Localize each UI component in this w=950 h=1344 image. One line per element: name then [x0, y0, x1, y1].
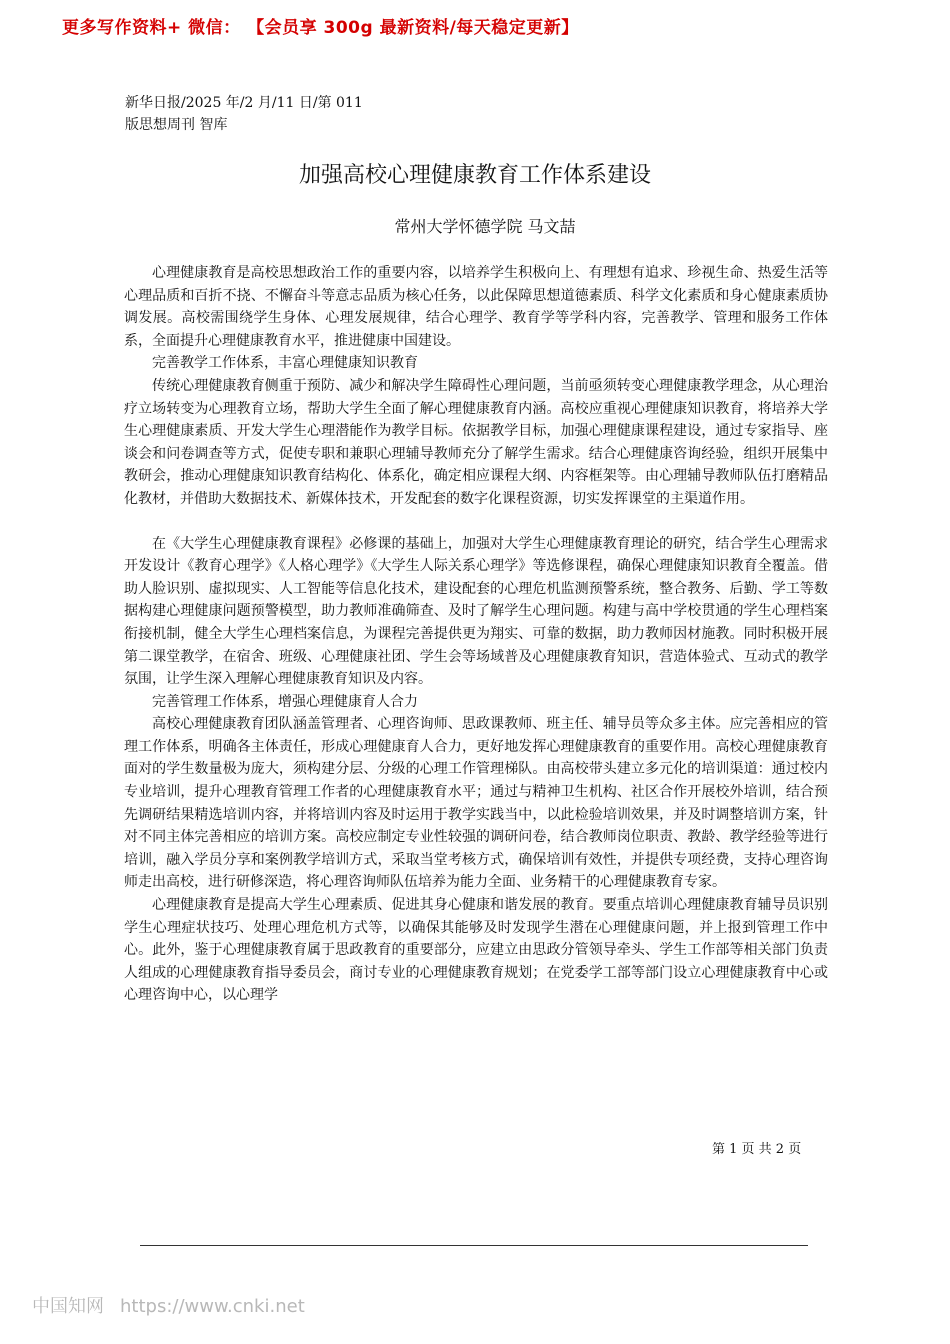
page-number: 第 1 页 共 2 页	[712, 1142, 802, 1157]
article-body	[124, 262, 828, 1007]
section-heading-management: 完善管理工作体系，增强心理健康育人合力	[152, 693, 418, 710]
footer-divider	[140, 1245, 808, 1246]
paragraph: 心理健康教育是提高大学生心理素质、促进其身心健康和谐发展的教育。要重点培训心理健康教育辅导员识别学生心理症状技巧、处理心理危机方式等，以确保其能够及时发现学生潜在心理健康问题，并上报到管理工作中心。此外，鉴于心理健康教育属于思政教育的重要部分，应建立由思政分管领导牵头、学生工作部等相关部门负责人组成的心理健康教育指导委员会，商讨专业的心理健康教育规划；在党委学工部等部门设立心理健康教育中心或心理咨询中心，以心理学	[124, 897, 828, 1004]
footer-watermark	[32, 1292, 321, 1318]
cnki-brand: 中国知网	[32, 1296, 104, 1317]
cnki-url: https://www.cnki.net	[120, 1296, 305, 1317]
article-author: 常州大学怀德学院 马文喆	[394, 217, 576, 236]
source-line-1: 新华日报/2025 年/2 月/11 日/第 011	[125, 95, 363, 111]
paragraph: 传统心理健康教育侧重于预防、减少和解决学生障碍性心理问题，当前亟须转变心理健康教学理念，从心理治疗立场转变为心理教育立场，帮助大学生全面了解心理健康教育内涵。高校应重视心理健康知识教育，将培养大学生心理健康素质、开发大学生心理潜能作为教学目标。依据教学目标，加强心理健康课程建设，通过专家指导、座谈会和问卷调查等方式，促使专职和兼职心理辅导教师充分了解学生需求。结合心理健康咨询经验，组织开展集中教研会，推动心理健康知识教育结构化、体系化，确定相应课程大纲、内容框架等。由心理辅导教师队伍打磨精品化教材，并借助大数据技术、新媒体技术，开发配套的数字化课程资源，切实发挥课堂的主渠道作用。	[124, 377, 828, 507]
source-info	[125, 92, 525, 136]
paragraph-intro: 心理健康教育是高校思想政治工作的重要内容，以培养学生积极向上、有理想有追求、珍视生命、热爱生活等心理品质和百折不挠、不懈奋斗等意志品质为核心任务，以此保障思想道德素质、科学文化素质和身心健康素质协调发展。高校需围绕学生身体、心理发展规律，结合心理学、教育学等学科内容，完善教学、管理和服务工作体系，全面提升心理健康教育水平，推进健康中国建设。	[124, 265, 828, 349]
article-title: 加强高校心理健康教育工作体系建设	[298, 163, 651, 188]
source-line-2: 版思想周刊 智库	[125, 117, 228, 133]
promo-banner: 更多写作资料+ 微信： 【会员享 300g 最新资料/每天稳定更新】	[62, 18, 579, 38]
paragraph: 高校心理健康教育团队涵盖管理者、心理咨询师、思政课教师、班主任、辅导员等众多主体。应完善相应的管理工作体系，明确各主体责任，形成心理健康育人合力，更好地发挥心理健康教育的重要作用。高校心理健康教育面对的学生数量极为庞大，须构建分层、分级的心理工作管理梯队。由高校带头建立多元化的培训渠道：通过校内专业培训，提升心理教育管理工作者的心理健康教育水平；通过与精神卫生机构、社区合作开展校外培训，结合预先调研结果精选培训内容，并将培训内容及时运用于教学实践当中，以此检验培训效果，并及时调整培训方案，针对不同主体完善相应的培训方案。高校应制定专业性较强的调研问卷，结合教师岗位职责、教龄、教学经验等进行培训，融入学员分享和案例教学培训方式，采取当堂考核方式，确保培训有效性，并提供专项经费，支持心理咨询师走出高校，进行研修深造，将心理咨询师队伍培养为能力全面、业务精干的心理健康教育专家。	[124, 716, 828, 891]
section-heading-teaching: 完善教学工作体系，丰富心理健康知识教育	[152, 355, 418, 372]
paragraph: 在《大学生心理健康教育课程》必修课的基础上，加强对大学生心理健康教育理论的研究，结合学生心理需求开发设计《教育心理学》《人格心理学》《大学生人际关系心理学》等选修课程，确保心理健康知识教育全覆盖。借助人脸识别、虚拟现实、人工智能等信息化技术，建设配套的心理危机监测预警系统，整合教务、后勤、学工等数据构建心理健康问题预警模型，助力教师准确筛查、及时了解学生心理问题。构建与高中学校贯通的学生心理档案衔接机制，健全大学生心理档案信息，为课程完善提供更为翔实、可靠的数据，助力教师因材施教。同时积极开展第二课堂教学，在宿舍、班级、心理健康社团、学生会等场域普及心理健康教育知识，营造体验式、互动式的教学氛围，让学生深入理解心理健康教育知识及内容。	[124, 535, 828, 688]
